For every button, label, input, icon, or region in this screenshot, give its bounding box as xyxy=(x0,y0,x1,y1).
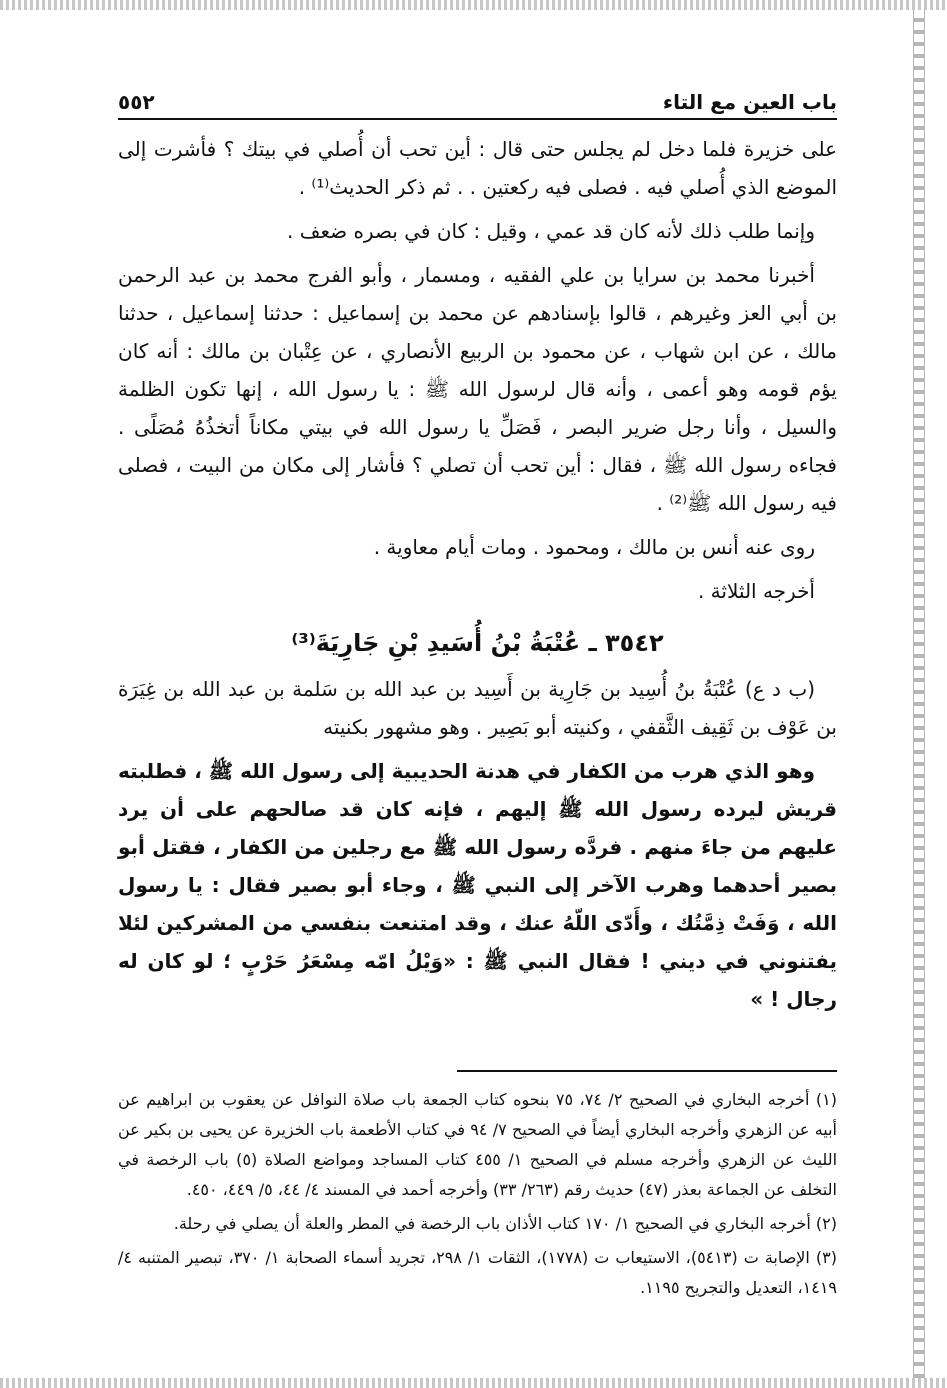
decorative-border-right xyxy=(913,10,925,1378)
page-header xyxy=(118,80,837,120)
paragraph: أخبرنا محمد بن سرايا بن علي الفقيه ، ومسمار ، وأبو الفرج محمد بن عبد الرحمن بن أبي العز وغيرهم ، قالوا بإسنادهم عن محمد بن إسماعيل : حدثنا إسماعيل ، حدثنا مالك ، عن ابن شهاب ، عن محمود بن الربيع الأنصاري ، عن عِتْبان بن مالك : أنه كان يؤم قومه وهو أعمى ، وأنه قال لرسول الله ﷺ : يا رسول الله ، إنها تكون الظلمة والسيل ، وأنا رجل ضرير البصر ، فَصَلِّ يا رسول الله في بيتي مكاناً أتخذُهُ مُصَلًى . فجاءه رسول الله ﷺ ، فقال : أين تحب أن تصلي ؟ فأشار إلى مكان من البيت ، فصلى فيه رسول الله ﷺ⁽²⁾ . xyxy=(118,263,837,515)
decorative-border-bottom xyxy=(0,1378,947,1388)
main-text xyxy=(118,130,837,1024)
entry-title: ٣٥٤٢ ـ عُتْبَةُ بْنُ أُسَيدِ بْنِ جَارِيَةَ⁽³⁾ xyxy=(291,629,664,657)
footnote: (٣) الإصابة ت (٥٤١٣)، الاستيعاب ت (١٧٧٨)، الثقات ١/ ٢٩٨، تجريد أسماء الصحابة ١/ ٣٧٠، تبصير المتنبه ٤/ ١٤١٩، التعديل والتجريح ١١٩٥. xyxy=(118,1248,837,1297)
entry-paragraph: (ب د ع) عُتْبَةُ بنُ أُسِيد بن جَارِية بن أَسِيد بن عبد الله بن سَلمة بن عبد الله بن غِيَرَة بن عَوْف بن ثَقِيف الثَّقفي ، وكنيته أبو بَصِير . وهو مشهور بكنيته xyxy=(118,677,837,739)
decorative-border-top xyxy=(0,0,947,10)
page-number: ٥٥٢ xyxy=(118,90,155,114)
footnote: (٢) أخرجه البخاري في الصحيح ١/ ١٧٠ كتاب الأذان باب الرخصة في المطر والعلة أن يصلي في رحلة. xyxy=(173,1214,837,1233)
entry-paragraph: وهو الذي هرب من الكفار في هدنة الحديبية إلى رسول الله ﷺ ، فطلبته قريش ليرده رسول الله ﷺ إليهم ، فإنه كان قد صالحهم على أن يرد عليهم من جاءَ منهم . فردَّه رسول الله ﷺ مع رجلين من الكفار ، فقتل أبو بصير أحدهما وهرب الآخر إلى النبي ﷺ ، وجاء أبو بصير فقال : يا رسول الله ، وَفَتْ ذِمَّتُك ، وأَدّى اللّهُ عنك ، وقد امتنعت بنفسي من المشركين لئلا يفتنوني في ديني ! فقال النبي ﷺ : «وَيْلُ امّه مِسْعَرُ حَرْبٍ ؛ لو كان له رجال ! » xyxy=(118,759,837,1011)
paragraph: على خزيرة فلما دخل لم يجلس حتى قال : أين تحب أن أُصلي في بيتك ؟ فأشرت إلى الموضع الذي أُصلي فيه . فصلى فيه ركعتين . . ثم ذكر الحديث⁽¹⁾ . xyxy=(118,137,837,199)
paragraph: روى عنه أنس بن مالك ، ومحمود . ومات أيام معاوية . xyxy=(373,535,815,559)
footnotes xyxy=(118,1085,837,1307)
footnote-divider xyxy=(457,1070,837,1072)
footnote: (١) أخرجه البخاري في الصحيح ٢/ ٧٤، ٧٥ بنحوه كتاب الجمعة باب صلاة النوافل عن يعقوب بن ابراهيم عن أبيه عن الزهري وأخرجه البخاري أيضاً في الصحيح ٧/ ٩٤ في كتاب الأطعمة باب الخزيرة عن يحيى بن بكير عن الليث عن الزهري وأخرجه مسلم في الصحيح ١/ ٤٥٥ كتاب المساجد ومواضع الصلاة (٥) باب الرخصة في التخلف عن الجماعة بعذر (٤٧) حديث رقم (٢٦٣/ ٣٣) وأخرجه أحمد في المسند ٤/ ٤٤، ٥/ ٤٤٩، ٤٥٠. xyxy=(118,1090,838,1199)
chapter-title: باب العين مع التاء xyxy=(662,90,837,114)
paragraph: وإنما طلب ذلك لأنه كان قد عمي ، وقيل : كان في بصره ضعف . xyxy=(287,219,815,243)
paragraph: أخرجه الثلاثة . xyxy=(697,579,815,603)
book-page xyxy=(118,60,837,1338)
